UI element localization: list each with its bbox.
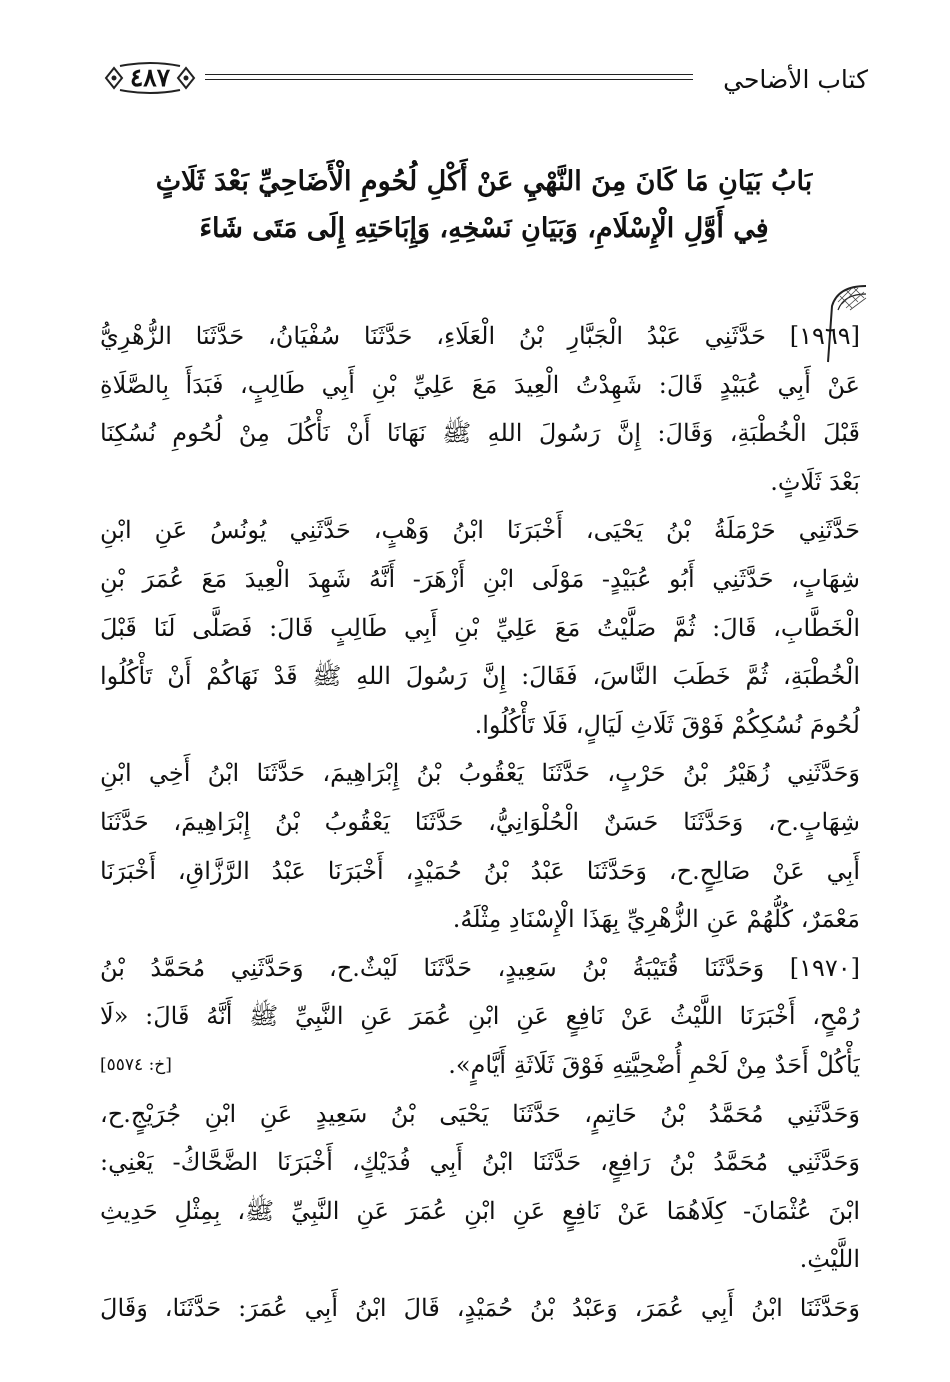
text-line: [١٩٦٩] حَدَّثَنِي عَبْدُ الْجَبَّارِ بْنُ الْعَلَاءِ، حَدَّثَنَا سُفْيَانُ، حَدَّثَنَا الزُّهْرِيُّ <box>100 322 860 350</box>
text-line: ابْنَ عُثْمَانَ- كِلَاهُمَا عَنْ نَافِعٍ عَنِ ابْنِ عُمَرَ عَنِ النَّبِيِّ ﷺ، بِمِثْلِ حَدِيثِ <box>100 1196 860 1225</box>
chapter-title <box>100 158 868 252</box>
page-number: ٤٨٧ <box>129 63 171 92</box>
text-line: مَعْمَرٌ، كُلُّهُمْ عَنِ الزُّهْرِيِّ بِهَذَا الْإِسْنَادِ مِثْلَهُ. <box>452 905 860 934</box>
text-line: وَحَدَّثَنِي مُحَمَّدُ بْنُ حَاتِمٍ، حَدَّثَنَا يَحْيَى بْنُ سَعِيدٍ عَنِ ابْنِ جُرَيْجٍ.ح، <box>100 1099 860 1128</box>
text-line: شِهَابٍ، حَدَّثَنِي أَبُو عُبَيْدٍ- مَوْلَى ابْنِ أَزْهَرَ- أَنَّهُ شَهِدَ الْعِيدَ مَعَ عُمَرَ بْنِ <box>100 564 860 593</box>
text-line: [١٩٧٠] وَحَدَّثَنَا قُتَيْبَةُ بْنُ سَعِيدٍ، حَدَّثَنَا لَيْثٌ.ح، وَحَدَّثَنِي مُحَمَّدُ بْنُ <box>100 953 860 982</box>
text-line: بَعْدَ ثَلَاثٍ. <box>770 467 860 496</box>
page-number-badge <box>100 60 200 96</box>
text-line: عَنْ أَبِي عُبَيْدٍ قَالَ: شَهِدْتُ الْعِيدَ مَعَ عَلِيِّ بْنِ أَبِي طَالِبٍ، فَبَدَأَ بِالصَّلَاةِ <box>100 370 860 399</box>
text-line: الْخَطَّابِ، قَالَ: ثُمَّ صَلَّيْتُ مَعَ عَلِيِّ بْنِ أَبِي طَالِبٍ قَالَ: فَصَلَّى لَنَا قَبْلَ <box>100 613 860 642</box>
text-line-with-reference <box>100 1041 860 1090</box>
text-line: حَدَّثَنِي حَرْمَلَةُ بْنُ يَحْيَى، أَخْبَرَنَا ابْنُ وَهْبٍ، حَدَّثَنِي يُونُسُ عَنِ ابْنِ <box>100 516 860 545</box>
text-line: قَبْلَ الْخُطْبَةِ، وَقَالَ: إِنَّ رَسُولَ اللهِ ﷺ نَهَانَا أَنْ نَأْكُلَ مِنْ لُحُومِ نُسُكِنَا <box>100 419 860 448</box>
text-line: لُحُومَ نُسُكِكُمْ فَوْقَ ثَلَاثِ لَيَالٍ، فَلَا تَأْكُلُوا. <box>474 710 860 739</box>
text-line: يَأْكُلْ أَحَدٌ مِنْ لَحْمِ أُضْحِيَّتِهِ فَوْقَ ثَلَاثَةِ أَيَّامٍ». <box>448 1050 860 1079</box>
text-line: وَحَدَّثَنِي زُهَيْرُ بْنُ حَرْبٍ، حَدَّثَنَا يَعْقُوبُ بْنُ إِبْرَاهِيمَ، حَدَّثَنَا ابْنُ أَخِي ابْنِ <box>100 759 860 788</box>
text-line: وَحَدَّثَنِي مُحَمَّدُ بْنُ رَافِعٍ، حَدَّثَنَا ابْنُ أَبِي فُدَيْكٍ، أَخْبَرَنَا الضَّحَّاكُ- يَعْنِي: <box>100 1148 860 1177</box>
chapter-title-line: بَابُ بَيَانِ مَا كَانَ مِنَ النَّهْيِ عَنْ أَكْلِ لُحُومِ الْأَضَاحِيِّ بَعْدَ ثَلَاثٍ <box>155 166 813 197</box>
running-header <box>100 60 868 100</box>
text-line: وَحَدَّثَنَا ابْنُ أَبِي عُمَرَ، وَعَبْدُ بْنُ حُمَيْدٍ، قَالَ ابْنُ أَبِي عُمَرَ: حَدَّثَنَا، وَقَالَ <box>100 1293 860 1322</box>
text-line: اللَّيْثِ. <box>799 1245 860 1274</box>
cross-reference: [خ: ٥٥٧٤] <box>100 1054 172 1075</box>
text-line: أَبِي عَنْ صَالِحٍ.ح، وَحَدَّثَنَا عَبْدُ بْنُ حُمَيْدٍ، أَخْبَرَنَا عَبْدُ الرَّزَّاقِ، أَخْبَرَنَا <box>100 856 860 885</box>
hadith-text <box>100 312 860 1332</box>
chapter-title-line: فِي أَوَّلِ الْإِسْلَامِ، وَبَيَانِ نَسْخِهِ، وَإِبَاحَتِهِ إِلَى مَتَى شَاءَ <box>199 213 769 244</box>
text-line: الْخُطْبَةِ، ثُمَّ خَطَبَ النَّاسَ، فَقَالَ: إِنَّ رَسُولَ اللهِ ﷺ قَدْ نَهَاكُمْ أَنْ تَأْكُلُوا <box>100 662 860 691</box>
book-title: كتاب الأضاحي <box>723 65 868 94</box>
text-line: شِهَابٍ.ح، وَحَدَّثَنَا حَسَنٌ الْحُلْوَانِيُّ، حَدَّثَنَا يَعْقُوبُ بْنُ إِبْرَاهِيمَ، حَدَّثَنَا <box>100 807 860 836</box>
header-rule <box>205 74 693 80</box>
text-line: رُمْحٍ، أَخْبَرَنَا اللَّيْثُ عَنْ نَافِعٍ عَنِ ابْنِ عُمَرَ عَنِ النَّبِيِّ ﷺ أَنَّهُ قَالَ: «لَا <box>100 1002 860 1031</box>
